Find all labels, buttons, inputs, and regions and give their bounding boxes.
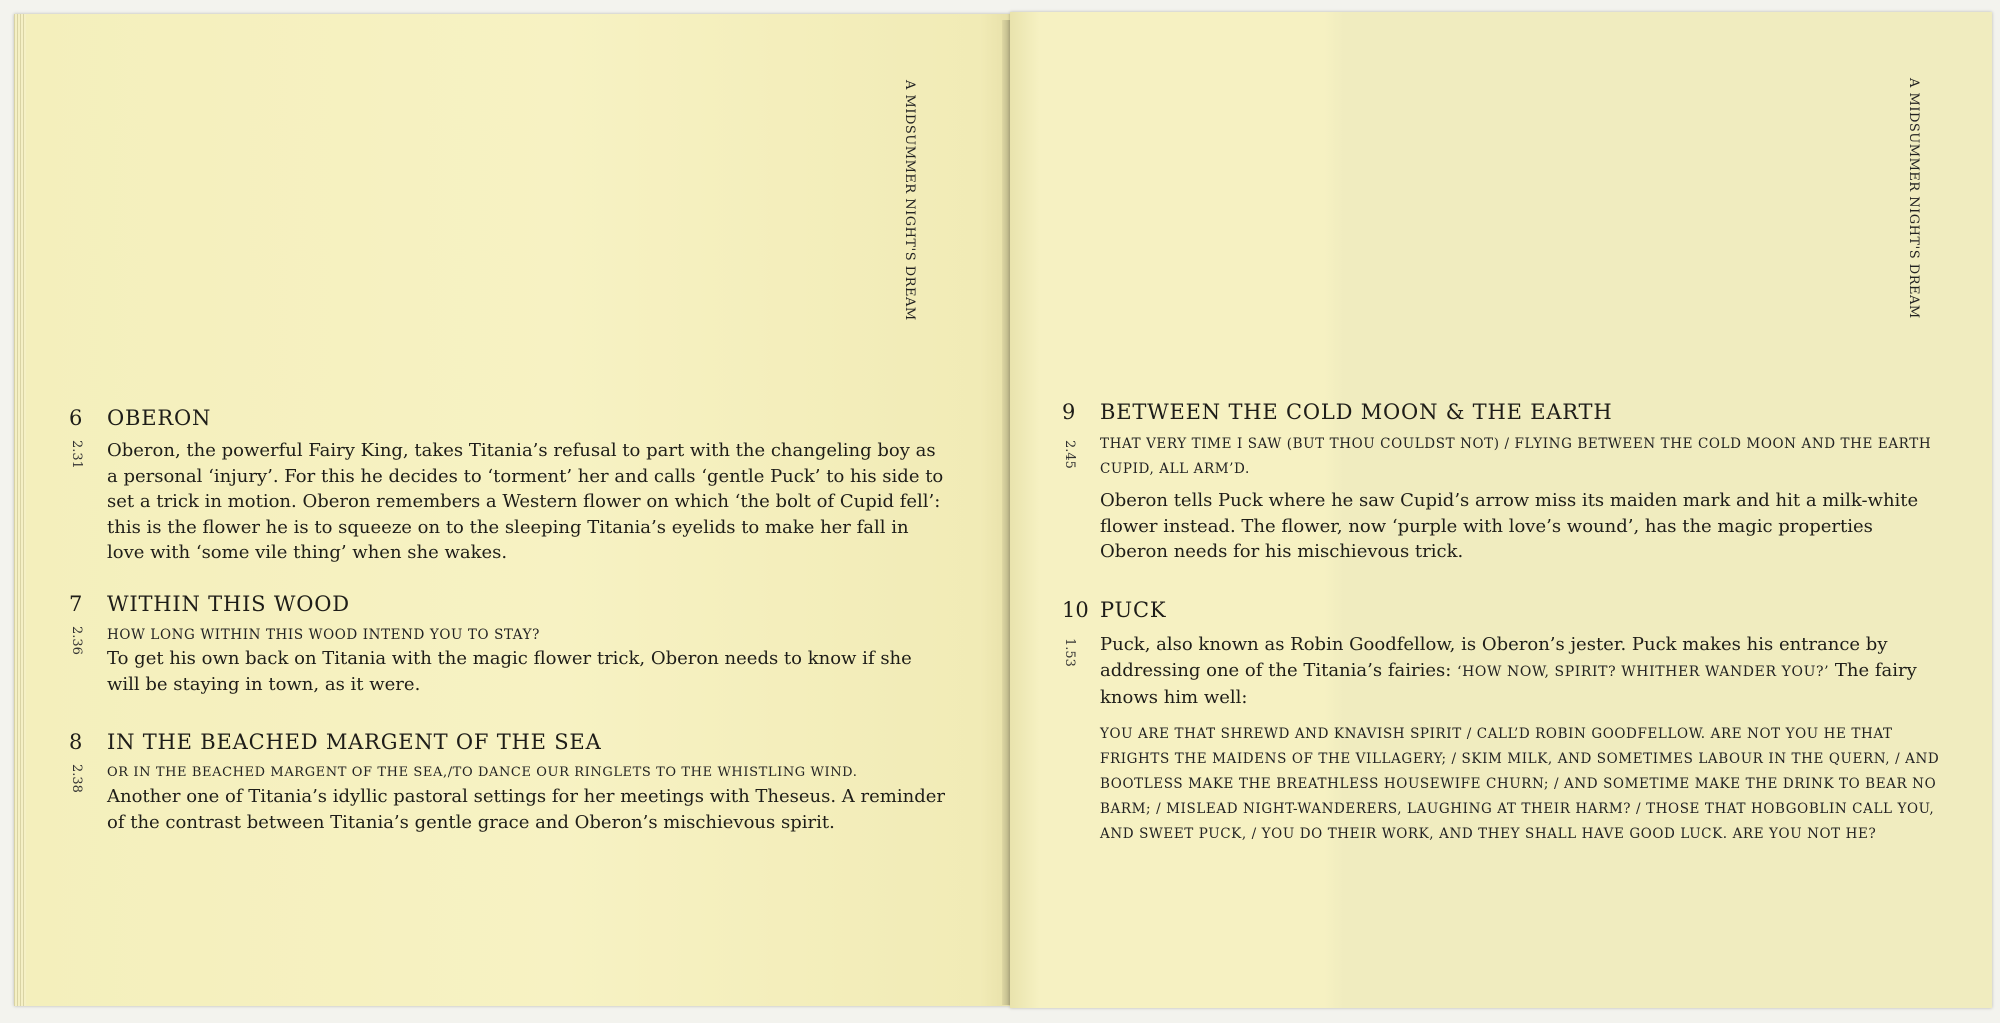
track-title: IN THE BEACHED MARGENT OF THE SEA <box>107 730 602 754</box>
track-heading <box>69 406 949 430</box>
track-duration: 2.38 <box>69 764 84 793</box>
track-number: 7 <box>69 592 83 616</box>
closing-lyric: YOU ARE THAT SHREWD AND KNAVISH SPIRIT / CALL’D ROBIN GOODFELLOW. ARE NOT YOU HE THAT FRIGHTS THE MAIDENS OF THE VILLAGERY; / SKIM MILK, AND SOMETIMES LABOUR IN THE QUERN, / AND BOOTLESS MAKE THE BREATHLESS HOUSEWIFE CHURN; / AND SOMETIME MAKE THE DRINK TO BEAR NO BARM; / MISLEAD NIGHT-WANDERERS, LAUGHING AT THEIR HARM? / THOSE THAT HOBGOBLIN CALL YOU, AND SWEET PUCK, / YOU DO THEIR WORK, AND THEY SHALL HAVE GOOD LUCK. ARE YOU NOT HE? <box>1100 726 1940 842</box>
description-tail: The fairy knows him well: <box>1100 659 1917 708</box>
track-title: WITHIN THIS WOOD <box>107 592 350 616</box>
track-title: OBERON <box>107 406 212 430</box>
track-description <box>1100 632 1942 710</box>
track-number: 6 <box>69 406 83 430</box>
track-9 <box>1062 400 1942 565</box>
track-6 <box>69 406 949 566</box>
track-heading <box>1062 598 1942 622</box>
track-description: Oberon tells Puck where he saw Cupid’s arrow miss its maiden mark and hit a milk-white flower instead. The flower, now ‘purple with love’s wound’, has the magic properties Oberon needs for his mischievous trick. <box>1100 490 1919 562</box>
track-duration: 2.36 <box>69 626 84 655</box>
left-page <box>14 14 1010 1006</box>
track-duration: 2.31 <box>69 440 84 469</box>
track-number: 8 <box>69 730 83 754</box>
track-lyric: OR IN THE BEACHED MARGENT OF THE SEA,/TO DANCE OUR RINGLETS TO THE WHISTLING WIND. <box>107 765 858 780</box>
track-duration: 2.45 <box>1062 440 1077 469</box>
track-8 <box>69 730 949 835</box>
description-main: Puck, also known as Robin Goodfellow, is Oberon’s jester. Puck makes his entrance by addressing one of the Titania’s fairies: <box>1100 634 1888 681</box>
track-description: To get his own back on Titania with the magic flower trick, Oberon needs to know if she will be staying in town, as it were. <box>107 648 912 695</box>
description-quote: ‘HOW NOW, SPIRIT? WHITHER WANDER YOU?’ <box>1457 663 1830 680</box>
track-number: 9 <box>1062 400 1076 424</box>
track-heading <box>1062 400 1942 424</box>
track-heading <box>69 730 949 754</box>
track-heading <box>69 592 949 616</box>
running-head-left: A MIDSUMMER NIGHT'S DREAM <box>902 80 917 321</box>
track-lyric: HOW LONG WITHIN THIS WOOD INTEND YOU TO STAY? <box>107 627 540 643</box>
track-number: 10 <box>1062 598 1089 622</box>
track-description: Oberon, the powerful Fairy King, takes Titania’s refusal to part with the changeling boy as a personal ‘injury’. For this he decides to ‘torment’ her and calls ‘gentle Puck’ to his side to set a trick in motion. Oberon remembers a Western flower on which ‘the bolt of Cupid fell’: this is the flower he is to squeeze on to the sleeping Titania’s eyelids to make her fall in love with ‘some vile thing’ when she wakes. <box>107 440 944 563</box>
track-title: BETWEEN THE COLD MOON & THE EARTH <box>1100 400 1613 424</box>
page-edges <box>14 14 26 1006</box>
track-description: Another one of Titania’s idyllic pastoral settings for her meetings with Theseus. A reminder of the contrast between Titania’s gentle grace and Oberon’s mischievous spirit. <box>107 786 945 833</box>
track-7 <box>69 592 949 697</box>
track-title: PUCK <box>1100 598 1167 622</box>
right-page <box>1010 12 1992 1008</box>
track-duration: 1.53 <box>1062 638 1077 667</box>
track-10 <box>1062 598 1942 847</box>
running-head-right: A MIDSUMMER NIGHT'S DREAM <box>1906 78 1921 319</box>
track-lyric: THAT VERY TIME I SAW (BUT THOU COULDST NOT) / FLYING BETWEEN THE COLD MOON AND THE EARTH CUPID, ALL ARM’D. <box>1100 436 1932 477</box>
